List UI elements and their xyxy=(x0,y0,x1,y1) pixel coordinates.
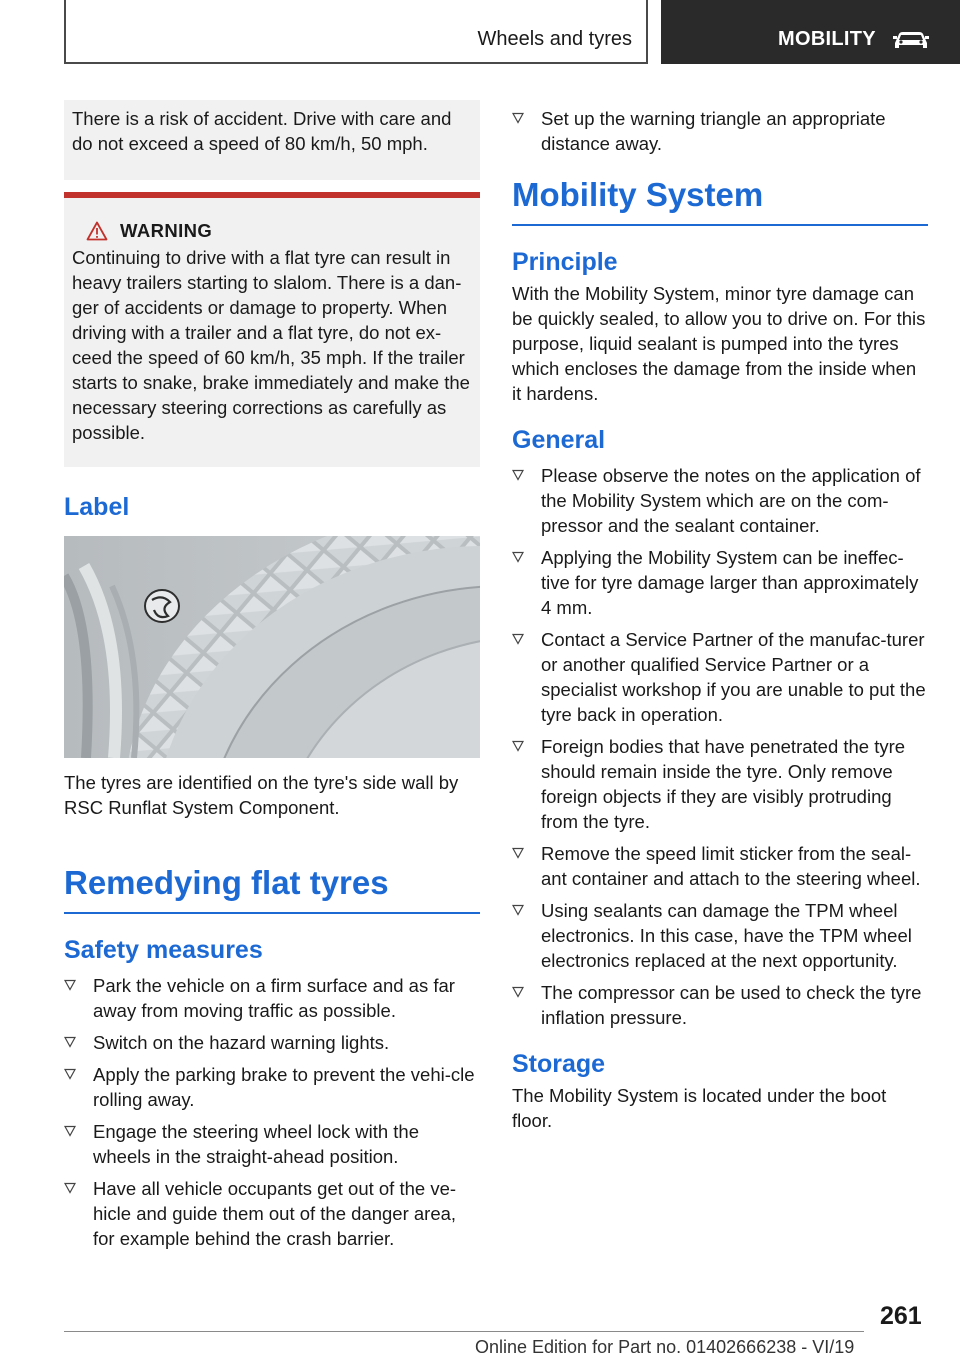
bullet-triangle-icon xyxy=(64,979,76,991)
list-item: Please observe the notes on the application of the Mobility System which are on the com‐pressor and the sealant container. xyxy=(512,463,928,538)
bullet-triangle-icon xyxy=(512,986,524,998)
page-number: 261 xyxy=(880,1302,922,1330)
list-item: Park the vehicle on a firm surface and as far away from moving traffic as possible. xyxy=(64,973,480,1023)
principle-text: With the Mobility System, minor tyre damage can be quickly sealed, to allow you to drive on. For this purpose, liquid sealant is pumped into the tyres which encloses the damage from the inside when it hardens. xyxy=(512,283,926,404)
storage-heading: Storage xyxy=(512,1050,606,1078)
section-title: Wheels and tyres xyxy=(477,28,632,50)
warning-title: WARNING xyxy=(120,220,213,241)
list-item: Set up the warning triangle an appropriate distance away. xyxy=(512,106,928,156)
bullet-triangle-icon xyxy=(512,469,524,481)
list-item: Applying the Mobility System can be ineffec‐tive for tyre damage larger than approximately 4 mm. xyxy=(512,545,928,620)
bullet-triangle-icon xyxy=(64,1125,76,1137)
bullet-triangle-icon xyxy=(64,1068,76,1080)
safety-list xyxy=(64,973,480,1251)
bullet-triangle-icon xyxy=(64,1182,76,1194)
bullet-triangle-icon xyxy=(64,1036,76,1048)
bullet-triangle-icon xyxy=(512,904,524,916)
label-heading: Label xyxy=(64,493,130,521)
list-item: Have all vehicle occupants get out of the ve‐hicle and guide them out of the danger area, for example behind the crash barrier. xyxy=(64,1176,480,1251)
general-list xyxy=(512,463,928,1030)
warning-header xyxy=(72,218,472,243)
bullet-triangle-icon xyxy=(512,112,524,124)
list-item: The compressor can be used to check the tyre inflation pressure. xyxy=(512,980,928,1030)
header-frame xyxy=(64,0,648,64)
general-heading: General xyxy=(512,426,606,454)
bullet-triangle-icon xyxy=(512,847,524,859)
list-item: Engage the steering wheel lock with the wheels in the straight-ahead position. xyxy=(64,1119,480,1169)
left-column xyxy=(64,100,480,1258)
list-item: Apply the parking brake to prevent the vehi‐cle rolling away. xyxy=(64,1062,480,1112)
warning-box xyxy=(64,192,480,467)
footer-rule xyxy=(64,1331,864,1332)
car-icon xyxy=(891,28,931,52)
chapter-tab-label: MOBILITY xyxy=(778,28,876,50)
tyre-sidewall-image xyxy=(64,536,480,758)
principle-heading: Principle xyxy=(512,248,618,276)
safety-heading: Safety measures xyxy=(64,936,263,964)
list-item: Using sealants can damage the TPM wheel electronics. In this case, have the TPM wheel electronics replaced at the next opportunity. xyxy=(512,898,928,973)
continued-list xyxy=(512,106,928,156)
bullet-triangle-icon xyxy=(512,551,524,563)
info-box-text: There is a risk of accident. Drive with care and do not exceed a speed of 80 km/h, 50 mph. xyxy=(72,108,452,154)
info-box xyxy=(64,100,480,180)
chapter-tab xyxy=(661,0,960,64)
right-column xyxy=(512,100,928,1133)
label-text: The tyres are identified on the tyre's side wall by RSC Runflat System Component. xyxy=(64,772,459,818)
list-item: Contact a Service Partner of the manufac‐turer or another qualified Service Partner or a specialist workshop if you are unable to put the tyre back in operation. xyxy=(512,627,928,727)
edition-note: Online Edition for Part no. 01402666238 - VI/19 xyxy=(475,1337,855,1357)
list-item: Foreign bodies that have penetrated the tyre should remain inside the tyre. Only remove foreign objects if they are visibly protruding from the tyre. xyxy=(512,734,928,834)
remedying-heading: Remedying flat tyres xyxy=(64,864,480,914)
warning-triangle-icon xyxy=(86,221,108,241)
warning-text: Continuing to drive with a flat tyre can result in heavy trailers starting to slalom. There is a dan‐ger of accidents or damage to property. When driving with a trailer and a flat tyre, do not ex‐ceed the speed of 60 km/h, 35 mph. If the trailer starts to snake, brake immediately and make the necessary steering corrections as carefully as possible. xyxy=(72,247,470,443)
storage-text: The Mobility System is located under the boot floor. xyxy=(512,1085,887,1131)
list-item: Remove the speed limit sticker from the seal‐ant container and attach to the steering wheel. xyxy=(512,841,928,891)
bullet-triangle-icon xyxy=(512,633,524,645)
list-item: Switch on the hazard warning lights. xyxy=(64,1030,480,1055)
bullet-triangle-icon xyxy=(512,740,524,752)
mobility-heading: Mobility System xyxy=(512,176,928,226)
